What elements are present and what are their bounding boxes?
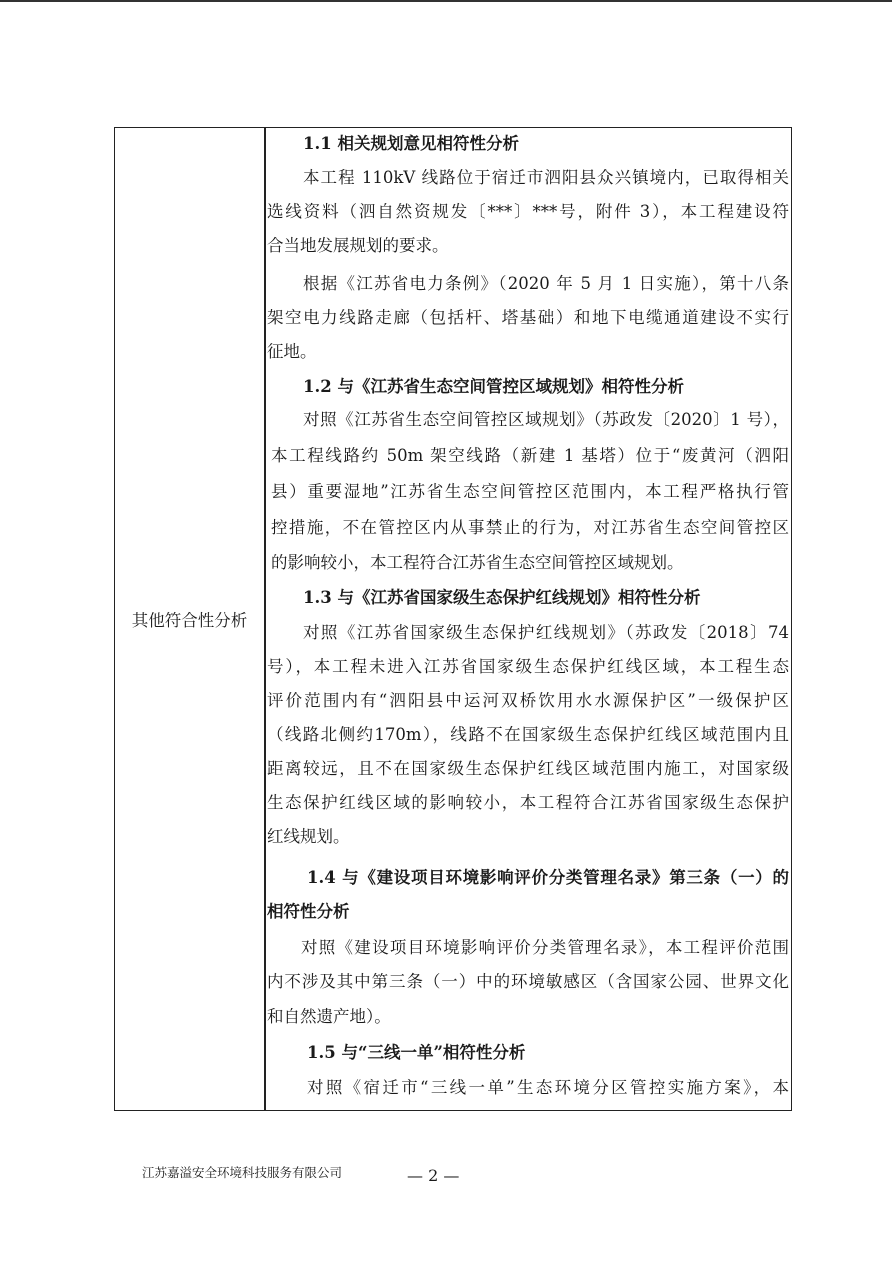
paragraph-line: 县）重要湿地”江苏省生态空间管控区范围内，本工程严格执行管 <box>271 482 789 501</box>
section-heading-1-4-cont: 相符性分析 <box>267 902 350 921</box>
paragraph-line: 号），本工程未进入江苏省国家级生态保护红线区域，本工程生态 <box>267 657 789 676</box>
top-rule <box>0 0 892 2</box>
paragraph-line: 征地。 <box>267 342 317 361</box>
page-number: — 2 — <box>407 1166 460 1185</box>
section-heading-1-2: 1.2 与《江苏省生态空间管控区域规划》相符性分析 <box>303 377 684 396</box>
paragraph-line: 本工程线路约 50m 架空线路（新建 1 基塔）位于“废黄河（泗阳 <box>271 446 789 465</box>
paragraph-line: 对照《建设项目环境影响评价分类管理名录》，本工程评价范围 <box>301 938 789 957</box>
paragraph-line: 距离较远，且不在国家级生态保护红线区域范围内施工，对国家级 <box>267 759 789 778</box>
paragraph-line: 对照《宿迁市“三线一单”生态环境分区管控实施方案》，本 <box>307 1078 789 1097</box>
paragraph-line: 选线资料（泗自然资规发〔***〕***号，附件 3），本工程建设符 <box>267 202 789 221</box>
paragraph-line: 对照《江苏省生态空间管控区域规划》（苏政发〔2020〕1 号）， <box>303 410 789 429</box>
paragraph-line: 红线规划。 <box>267 827 350 846</box>
paragraph-line: 评价范围内有“泗阳县中运河双桥饮用水水源保护区”一级保护区 <box>267 691 789 710</box>
paragraph-line: 生态保护红线区域的影响较小，本工程符合江苏省国家级生态保护 <box>267 793 789 812</box>
paragraph-line: 控措施，不在管控区内从事禁止的行为，对江苏省生态空间管控区 <box>271 518 789 537</box>
footer-company: 江苏嘉溢安全环境科技服务有限公司 <box>142 1165 343 1180</box>
section-heading-1-4: 1.4 与《建设项目环境影响评价分类管理名录》第三条（一）的 <box>307 868 789 887</box>
paragraph-line: 根据《江苏省电力条例》（2020 年 5 月 1 日实施），第十八条 <box>303 274 789 293</box>
paragraph-line: 内不涉及其中第三条（一）中的环境敏感区（含国家公园、世界文化 <box>267 972 789 991</box>
paragraph-line: 本工程 110kV 线路位于宿迁市泗阳县众兴镇境内，已取得相关 <box>303 168 789 187</box>
content-table <box>114 127 792 1111</box>
paragraph-line: 对照《江苏省国家级生态保护红线规划》（苏政发〔2018〕74 <box>303 623 789 642</box>
paragraph-line: 合当地发展规划的要求。 <box>267 236 449 255</box>
section-heading-1-3: 1.3 与《江苏省国家级生态保护红线规划》相符性分析 <box>303 588 701 607</box>
paragraph-line: 架空电力线路走廊（包括杆、塔基础）和地下电缆通道建设不实行 <box>267 308 789 327</box>
paragraph-line: 和自然遗产地）。 <box>267 1007 391 1026</box>
column-divider <box>264 128 266 1110</box>
section-heading-1-5: 1.5 与“三线一单”相符性分析 <box>307 1043 526 1062</box>
paragraph-line: 的影响较小，本工程符合江苏省生态空间管控区域规划。 <box>271 553 684 572</box>
section-heading-1-1: 1.1 相关规划意见相符性分析 <box>303 134 519 153</box>
row-label: 其他符合性分析 <box>131 611 248 630</box>
paragraph-line: （线路北侧约170m），线路不在国家级生态保护红线区域范围内且 <box>267 725 789 744</box>
